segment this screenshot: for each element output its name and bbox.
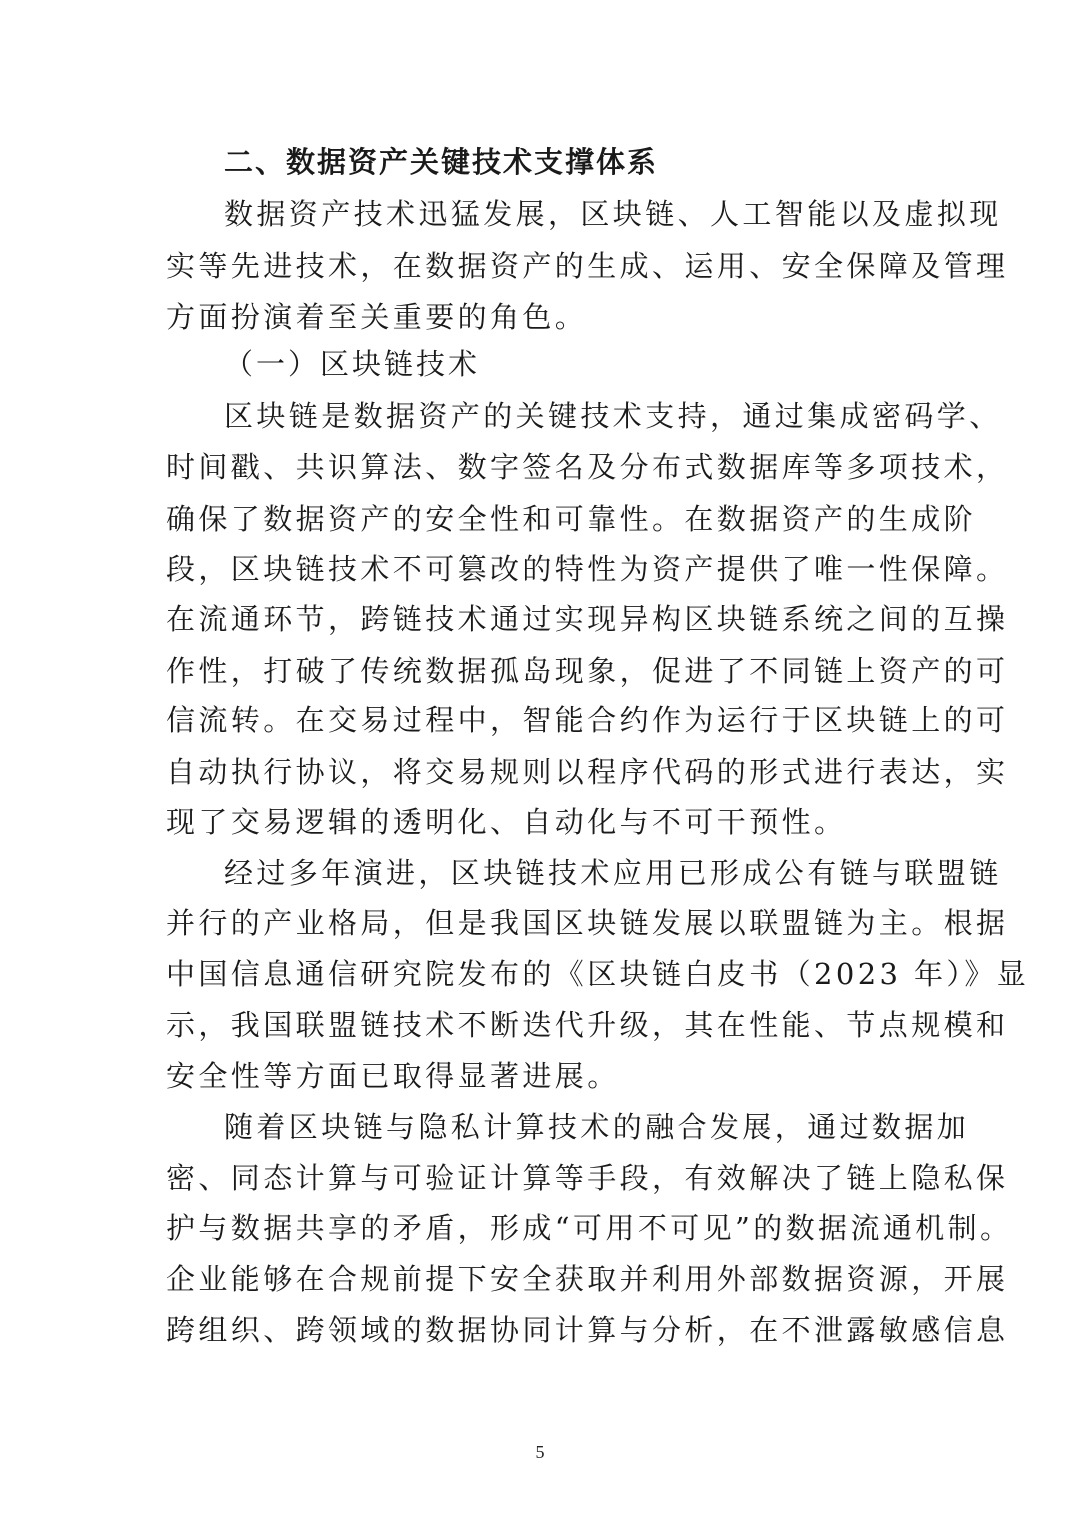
section-title: 二、数据资产关键技术支撑体系 (224, 145, 659, 179)
paragraph1-line-7: 信流转。在交易过程中，智能合约作为运行于区块链上的可 (166, 703, 1009, 737)
paragraph2-line-1: 经过多年演进，区块链技术应用已形成公有链与联盟链 (224, 856, 1002, 890)
paragraph1-line-2: 时间戳、共识算法、数字签名及分布式数据库等多项技术， (166, 450, 1009, 484)
intro-line-3: 方面扮演着至关重要的角色。 (166, 300, 588, 334)
subsection-title: （一）区块链技术 (224, 347, 481, 381)
paragraph1-line-4: 段，区块链技术不可篡改的特性为资产提供了唯一性保障。 (166, 552, 1009, 586)
paragraph3-line-2: 密、同态计算与可验证计算等手段，有效解决了链上隐私保 (166, 1161, 1009, 1195)
paragraph2-line-3: 中国信息通信研究院发布的《区块链白皮书（2023 年）》显 (166, 957, 1030, 991)
paragraph3-line-3: 护与数据共享的矛盾，形成“可用不可见”的数据流通机制。 (166, 1211, 1013, 1245)
paragraph1-line-9: 现了交易逻辑的透明化、自动化与不可干预性。 (166, 805, 847, 839)
paragraph3-line-4: 企业能够在合规前提下安全获取并利用外部数据资源，开展 (166, 1262, 1009, 1296)
paragraph1-line-1: 区块链是数据资产的关键技术支持，通过集成密码学、 (224, 399, 1002, 433)
paragraph2-line-2: 并行的产业格局，但是我国区块链发展以联盟链为主。根据 (166, 906, 1009, 940)
paragraph1-line-6: 作性，打破了传统数据孤岛现象，促进了不同链上资产的可 (166, 654, 1009, 688)
paragraph1-line-5: 在流通环节，跨链技术通过实现异构区块链系统之间的互操 (166, 602, 1009, 636)
paragraph3-line-5: 跨组织、跨领域的数据协同计算与分析，在不泄露敏感信息 (166, 1313, 1009, 1347)
paragraph1-line-3: 确保了数据资产的安全性和可靠性。在数据资产的生成阶 (166, 502, 977, 536)
paragraph1-line-8: 自动执行协议，将交易规则以程序代码的形式进行表达，实 (166, 755, 1009, 789)
paragraph2-line-4: 示，我国联盟链技术不断迭代升级，其在性能、节点规模和 (166, 1008, 1009, 1042)
paragraph3-line-1: 随着区块链与隐私计算技术的融合发展，通过数据加 (224, 1110, 970, 1144)
intro-line-2: 实等先进技术，在数据资产的生成、运用、安全保障及管理 (166, 249, 1009, 283)
intro-line-1: 数据资产技术迅猛发展，区块链、人工智能以及虚拟现 (224, 197, 1002, 231)
paragraph2-line-5: 安全性等方面已取得显著进展。 (166, 1059, 620, 1093)
page-number: 5 (535, 1442, 545, 1462)
